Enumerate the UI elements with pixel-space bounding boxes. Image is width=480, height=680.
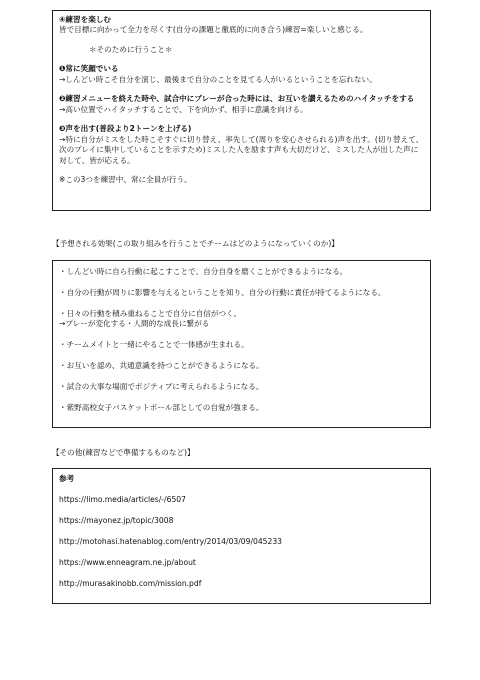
effect-item: ・試合の大事な場面でポジティブに考えられるようになる。	[59, 382, 264, 392]
practice-description: 皆で目標に向かって全力を尽くす(自分の課題と徹底的に向き合う)練習=楽しいと感じる。	[59, 25, 368, 35]
effect-item: →プレーが変化する・人間的な成長に繋がる	[59, 319, 210, 329]
reference-title: 参考	[59, 474, 75, 483]
effect-item: ・自分の行動が周りに影響を与えるということを知り、自分の行動に責任が持てるようになる。	[59, 287, 386, 297]
effect-item: ・お互いを認め、共通意識を持つことができるようになる。	[59, 361, 264, 371]
effects-box	[52, 260, 431, 428]
reference-link[interactable]: https://www.enneagram.ne.jp/about	[59, 557, 196, 567]
effect-item: ・紫野高校女子バスケットボール部としての自覚が強まる。	[59, 403, 264, 413]
reference-link[interactable]: https://mayonez.jp/topic/3008	[59, 515, 174, 525]
reference-link[interactable]: https://limo.media/articles/-/6507	[59, 494, 186, 504]
item1-detail: →しんどい時こそ自分を演じ、最後まで自分のことを見てる人がいるということを忘れない。	[59, 74, 377, 84]
practice-subheading: ＊そのために行うこと＊	[89, 44, 173, 54]
item1-title: ❶常に笑顔でいる	[59, 64, 119, 74]
item3-title: ❸声を出す(普段より2トーンを上げる)	[59, 124, 192, 134]
effects-heading: 【予想される効果(この取り組みを行うことでチームはどのようになっていくのか)】	[52, 239, 339, 248]
practice-box	[52, 10, 431, 211]
reference-link[interactable]: http://murasakinobb.com/mission.pdf	[59, 578, 202, 588]
practice-title: ④練習を楽しむ	[59, 15, 111, 24]
effect-item: ・日々の行動を積み重ねることで自分に自信がつく。	[59, 308, 242, 318]
effect-item: ・チームメイトと一緒にやることで一体感が生まれる。	[59, 340, 249, 350]
reference-link[interactable]: http://motohasi.hatenablog.com/entry/2014/03/09/045233	[59, 536, 282, 546]
other-heading: 【その他(練習などで準備するものなど)】	[52, 448, 195, 457]
reference-box	[52, 468, 431, 604]
item3-detail: →特に自分がミスをした時こそすぐに切り替え、率先して(周りを安心させられる)声を出す。(切り替えて、次のプレイに集中していることを示すため)ミスした人を励ます声も大切だけど、ミスした人が出した声に対して、皆が応える。	[59, 134, 424, 165]
item2-detail: →高い位置でハイタッチすることで、下を向かず、相手に意識を向ける。	[59, 104, 308, 114]
item2-title: ❷練習メニューを終えた時や、試合中にプレーが合った時には、お互いを讃えるためのハイタッチをする	[59, 94, 415, 104]
effect-item: ・しんどい時に自ら行動に起こすことで、自分自身を磨くことができるようになる。	[59, 267, 348, 276]
practice-note: ※この3つを練習中、常に全員が行う。	[59, 175, 192, 185]
